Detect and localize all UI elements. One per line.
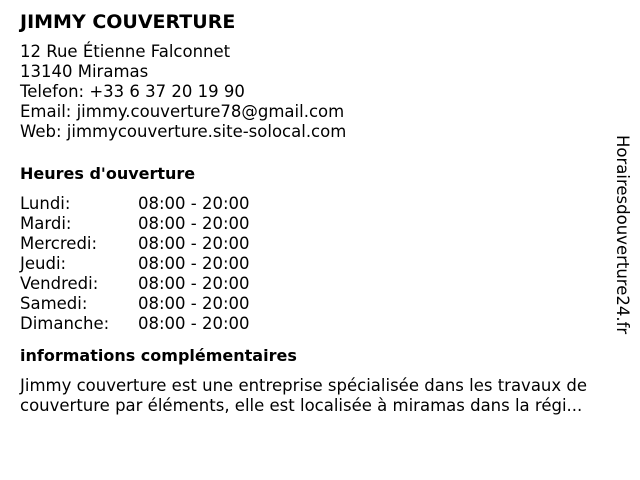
hours-time: 08:00 - 20:00 — [138, 274, 250, 293]
hours-time: 08:00 - 20:00 — [138, 194, 250, 213]
hours-row-samedi — [20, 294, 620, 314]
info-heading: informations complémentaires — [20, 346, 297, 365]
hours-row-dimanche — [20, 314, 620, 334]
business-card — [20, 10, 620, 416]
email-text: Email: jimmy.couverture78@gmail.com — [20, 102, 345, 121]
hours-row-lundi — [20, 194, 620, 214]
hours-day: Lundi: — [20, 194, 71, 213]
hours-time: 08:00 - 20:00 — [138, 234, 250, 253]
hours-day: Jeudi: — [20, 254, 67, 273]
hours-time: 08:00 - 20:00 — [138, 254, 250, 273]
hours-time: 08:00 - 20:00 — [138, 214, 250, 233]
hours-day: Mardi: — [20, 214, 72, 233]
hours-time: 08:00 - 20:00 — [138, 314, 250, 333]
hours-row-jeudi — [20, 254, 620, 274]
hours-time: 08:00 - 20:00 — [138, 294, 250, 313]
hours-table — [20, 194, 620, 334]
hours-day: Mercredi: — [20, 234, 98, 253]
hours-row-mercredi — [20, 234, 620, 254]
info-description: Jimmy couverture est une entreprise spécialisée dans les travaux de couverture par éléments, elle est localisée à miramas dans la régi... — [20, 376, 588, 415]
phone-text: Telefon: +33 6 37 20 19 90 — [20, 82, 245, 101]
hours-day: Samedi: — [20, 294, 88, 313]
hours-heading: Heures d'ouverture — [20, 164, 196, 183]
hours-day: Vendredi: — [20, 274, 99, 293]
site-watermark: Horairesdouverture24.fr — [613, 135, 632, 335]
hours-row-vendredi — [20, 274, 620, 294]
address-city: 13140 Miramas — [20, 62, 149, 81]
hours-row-mardi — [20, 214, 620, 234]
address-street: 12 Rue Étienne Falconnet — [20, 42, 231, 61]
hours-day: Dimanche: — [20, 314, 110, 333]
business-name: JIMMY COUVERTURE — [20, 11, 236, 33]
website-text: Web: jimmycouverture.site-solocal.com — [20, 122, 347, 141]
